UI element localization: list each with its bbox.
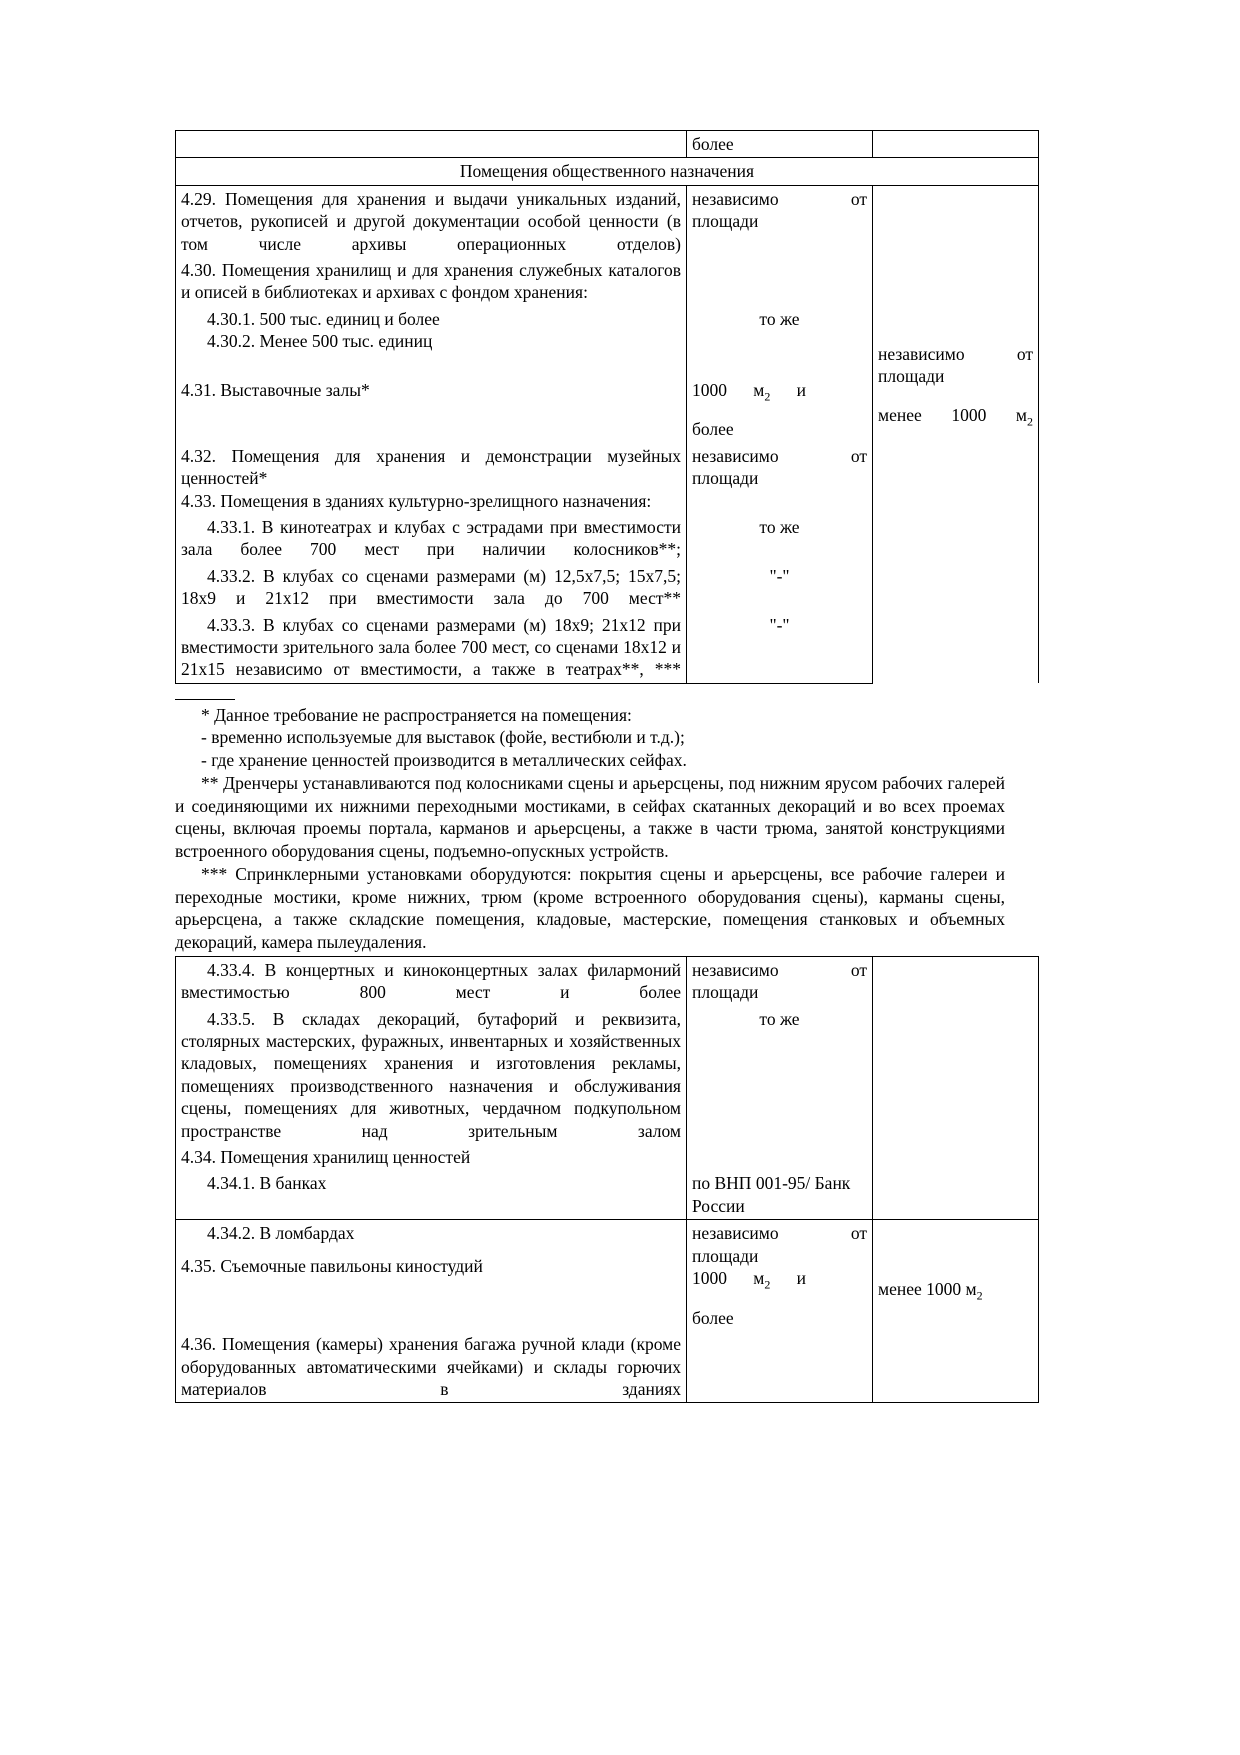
footnote-1b: - где хранение ценностей производится в металлических сейфах. bbox=[201, 750, 687, 771]
section-header: Помещения общественного назначения bbox=[176, 158, 1039, 185]
row-text-4341: 4.34.1. В банках bbox=[207, 1173, 327, 1194]
area-text-4331: то же bbox=[759, 516, 800, 537]
table-row bbox=[176, 185, 1039, 257]
cell-area-condition bbox=[687, 563, 873, 612]
cell-area-condition bbox=[687, 514, 873, 563]
area-text-429: независимо от площади bbox=[692, 188, 867, 232]
cell-area-condition bbox=[687, 612, 873, 684]
cell-area-condition bbox=[687, 956, 873, 1005]
area-text-4332: "-" bbox=[769, 565, 790, 586]
footnotes bbox=[175, 698, 1005, 954]
footnote-1a: - временно используемые для выставок (фойе, вестибюли и т.д.); bbox=[201, 727, 685, 748]
cell-area-alt bbox=[873, 1331, 1039, 1403]
cell-area-condition bbox=[687, 306, 873, 355]
area-text-435-more: более bbox=[692, 1307, 734, 1328]
table-row bbox=[176, 956, 1039, 1005]
cell-area-condition bbox=[687, 185, 873, 257]
row-text-4331: 4.33.1. В кинотеатрах и клубах с эстрадами при вместимости зала более 700 мест при наличии колосников**; bbox=[181, 516, 681, 560]
area-text-431: 1000 $м_2$ и bbox=[692, 379, 806, 404]
area-text-4301: то же bbox=[759, 308, 800, 329]
cell-area-alt bbox=[873, 443, 1039, 683]
row-text-434: 4.34. Помещения хранилищ ценностей bbox=[181, 1147, 471, 1168]
cell-area-alt bbox=[873, 131, 1039, 158]
cell-requirement bbox=[176, 443, 687, 514]
row-text-4335: 4.33.5. В складах декораций, бутафорий и реквизита, столярных мастерских, фуражных, инвентарных и хозяйственных кладовых, помещениях хранения и изготовления рекламы, помещениях производственного назначения и обслуживания сцены, помещениях для животных, чердачном подкупольном пространстве над зрительным залом bbox=[181, 1008, 681, 1141]
table-continued bbox=[175, 956, 1039, 1404]
cell-requirement bbox=[176, 1331, 687, 1403]
cell-requirement bbox=[176, 514, 687, 563]
cell-requirement bbox=[176, 1170, 687, 1219]
cell-area-condition bbox=[687, 1220, 873, 1332]
row-text-4302: 4.30.2. Менее 500 тыс. единиц bbox=[207, 331, 433, 352]
cell-requirement bbox=[176, 956, 687, 1005]
table-row bbox=[176, 131, 1039, 158]
cell-area-condition bbox=[687, 1006, 873, 1144]
area-alt-text-431: менее 1000 $м_2$ bbox=[878, 404, 1033, 429]
row-text-429: 4.29. Помещения для хранения и выдачи уникальных изданий, отчетов, рукописей и другой документации особой ценности (в том числе архивы операционных отделов) bbox=[181, 188, 681, 254]
cell-area-condition: более bbox=[687, 131, 873, 158]
footnote-divider bbox=[175, 698, 235, 700]
row-text-4334: 4.33.4. В концертных и киноконцертных залах филармоний вместимостью 800 мест и более bbox=[181, 959, 681, 1003]
cell-requirement bbox=[176, 355, 687, 443]
cell-requirement bbox=[176, 1144, 687, 1170]
area-text-432: независимо от площади bbox=[692, 445, 867, 489]
cell-area-condition bbox=[687, 355, 873, 443]
cell-requirement bbox=[176, 563, 687, 612]
cell-area-alt bbox=[873, 185, 1039, 442]
row-text-431: 4.31. Выставочные залы* bbox=[181, 379, 370, 400]
cell-requirement bbox=[176, 1006, 687, 1144]
cell-area-condition bbox=[687, 1144, 873, 1170]
footnote-2: ** Дренчеры устанавливаются под колосниками сцены и арьерсцены, под нижним ярусом рабочих галерей и соединяющими их нижними переходными мостиками, в сейфах скатанных декораций и во всех проемах сцены, включая проемы портала, карманов и арьерсцены, а также в части трюма, занятой конструкциями встроенного оборудования сцены, подъемно-опускных устройств. bbox=[175, 772, 1005, 862]
area-text-4342: независимо от площади bbox=[692, 1223, 867, 1266]
cell-requirement bbox=[176, 612, 687, 684]
footnote-3: *** Спринклерными установками оборудуются: покрытия сцены и арьерсцены, все рабочие галереи и переходные мостики, кроме нижних, трюм (кроме встроенного оборудования сцены), карманы сцены, арьерсцена, а также складские помещения, кладовые, мастерские, помещения станковых и объемных декораций, камера пылеудаления. bbox=[175, 863, 1005, 953]
cell-area-condition bbox=[687, 257, 873, 306]
row-text-430: 4.30. Помещения хранилищ и для хранения служебных каталогов и описей в библиотеках и архивах с фондом хранения: bbox=[181, 259, 681, 303]
area-text-4333: "-" bbox=[769, 614, 790, 635]
cell-requirement bbox=[176, 185, 687, 257]
cell-requirement bbox=[176, 131, 687, 158]
cell-requirement bbox=[176, 1220, 687, 1332]
table-row bbox=[176, 1220, 1039, 1332]
cell-area-condition bbox=[687, 443, 873, 514]
row-text-433: 4.33. Помещения в зданиях культурно-зрелищного назначения: bbox=[181, 490, 652, 511]
cell-area-condition bbox=[687, 1331, 873, 1403]
cell-requirement bbox=[176, 306, 687, 355]
table-section-header-row bbox=[176, 158, 1039, 185]
area-text-4334: независимо от площади bbox=[692, 959, 867, 1003]
row-text-4301: 4.30.1. 500 тыс. единиц и более bbox=[207, 308, 440, 329]
row-text-435: 4.35. Съемочные павильоны киностудий bbox=[181, 1255, 483, 1276]
cell-area-alt bbox=[873, 956, 1039, 1219]
cell-requirement bbox=[176, 257, 687, 306]
footnote-1: * Данное требование не распространяется на помещения: bbox=[201, 704, 632, 725]
area-text-4335: то же bbox=[759, 1008, 800, 1029]
cell-area-alt bbox=[873, 1220, 1039, 1332]
row-text-436: 4.36. Помещения (камеры) хранения багажа ручной клади (кроме оборудованных автоматическими ячейками) и склады горючих материалов в зданиях bbox=[181, 1334, 681, 1400]
area-alt-text-435: менее 1000 $м_2$ bbox=[878, 1279, 983, 1303]
table-row bbox=[176, 443, 1039, 514]
row-text-432: 4.32. Помещения для хранения и демонстрации музейных ценностей* bbox=[181, 445, 681, 489]
row-text-4342: 4.34.2. В ломбардах bbox=[207, 1223, 355, 1244]
table-top-fragment bbox=[175, 130, 1039, 684]
row-text-4332: 4.33.2. В клубах со сценами размерами (м) 12,5х7,5; 15х7,5; 18х9 и 21х12 при вместимости зала до 700 мест** bbox=[181, 565, 681, 609]
table-row bbox=[176, 1331, 1039, 1403]
area-text-4341: по ВНП 001-95/ Банк России bbox=[692, 1173, 851, 1216]
area-alt-text-4302: независимо от площади bbox=[878, 343, 1033, 387]
area-text-431-more: более bbox=[692, 419, 734, 440]
row-text-4333: 4.33.3. В клубах со сценами размерами (м) 18х9; 21х12 при вместимости зрительного зала более 700 мест, со сценами 18х12 и 21х15 независимо от вместимости, а также в театрах**, *** bbox=[181, 614, 681, 680]
cell-area-condition bbox=[687, 1170, 873, 1219]
area-text-435: 1000 $м_2$ и bbox=[692, 1268, 806, 1292]
